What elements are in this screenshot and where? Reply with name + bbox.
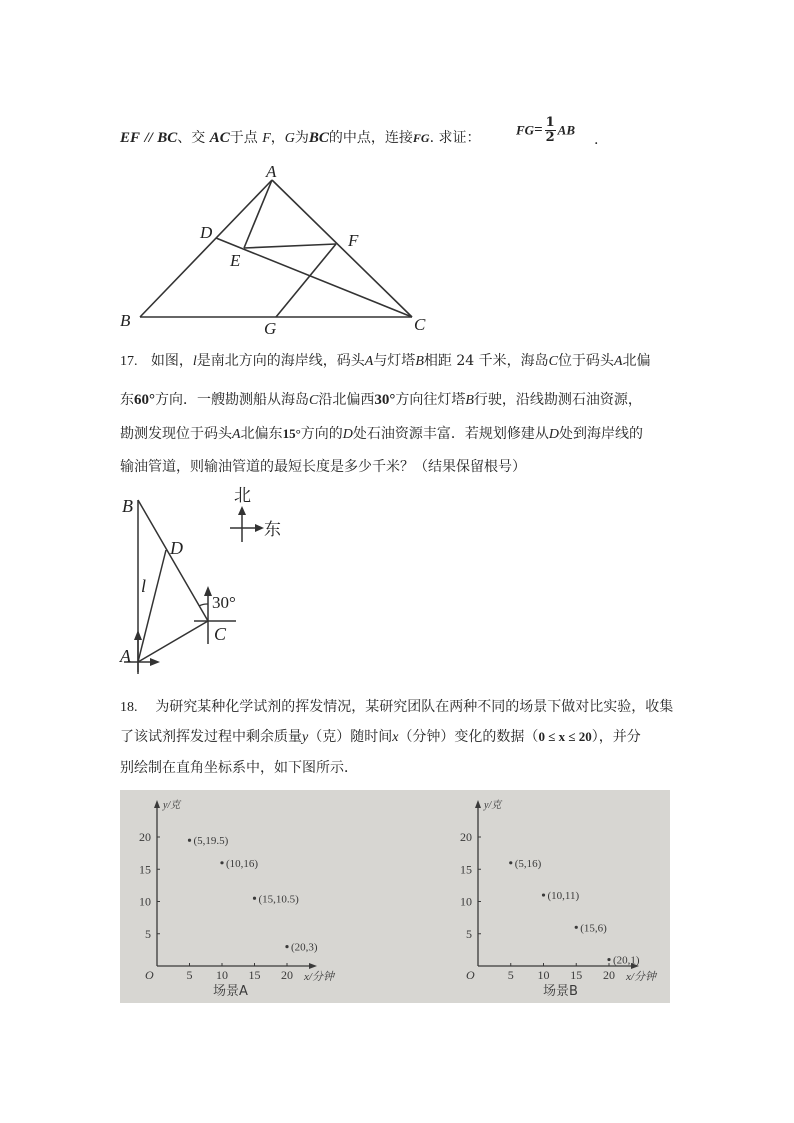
q17-line-4: 输油管道，则输油管道的最短长度是多少千米？（结果保留根号） xyxy=(120,459,526,475)
figure-16-triangle xyxy=(110,160,440,340)
text-midpoint: 的中点，连接 xyxy=(328,130,413,146)
x-axis-label: x/分钟 xyxy=(304,971,334,983)
x-tick-label: 10 xyxy=(537,968,550,982)
q17-text: 处石油资源丰富．若规划修建从 xyxy=(352,426,549,442)
q17-text: 与灯塔 xyxy=(373,353,416,369)
math-ac: AC xyxy=(209,130,230,146)
x-tick-label: 20 xyxy=(603,968,615,982)
x-tick-label: 20 xyxy=(281,968,293,982)
origin-label: O xyxy=(466,968,475,982)
data-point xyxy=(575,926,578,929)
math-ef: EF xyxy=(120,130,141,146)
label-c: C xyxy=(214,624,227,644)
q17-text: 相距 24 千米，海岛 xyxy=(423,353,549,369)
q17-text: 勘测发现位于码头 xyxy=(120,426,232,442)
q17-angle-30: 30° xyxy=(374,392,396,408)
compass-north-label: 北 xyxy=(234,486,251,506)
q17-var-a: A xyxy=(364,354,374,369)
q17-var-c: C xyxy=(548,354,558,369)
segment-ab xyxy=(140,180,272,317)
label-f: F xyxy=(348,231,359,250)
data-label: (5,19.5) xyxy=(193,835,229,848)
y-axis-label: y/克 xyxy=(484,800,502,811)
compass-east-label: 东 xyxy=(264,520,281,540)
arrow-east-a xyxy=(150,658,160,666)
text-is: 为 xyxy=(294,130,309,146)
angle-arc-30 xyxy=(199,604,208,606)
x-axis-arrow xyxy=(309,963,317,969)
q18-text: ），并分 xyxy=(591,729,641,745)
q18-text: 为研究某种化学试剂的挥发情况，某研究团队在两种不同的场景下做对比实验，收集 xyxy=(155,699,674,715)
label-e: E xyxy=(230,251,241,270)
q17-text: 位于码头 xyxy=(557,353,614,369)
label-angle-30: 30° xyxy=(212,593,236,612)
p16-formula xyxy=(516,116,575,145)
label-l: l xyxy=(141,576,147,596)
q18-number: 18. xyxy=(120,700,138,715)
y-axis-label: y/克 xyxy=(163,800,181,811)
p16-statement xyxy=(120,128,480,149)
segment-ae xyxy=(244,180,272,248)
data-point xyxy=(509,861,512,864)
text-comma: ， xyxy=(270,130,285,146)
math-fg: FG xyxy=(412,131,430,145)
x-tick-label: 10 xyxy=(216,968,228,982)
y-axis-arrow xyxy=(475,800,481,808)
q17-angle-15: 15° xyxy=(282,426,301,441)
data-label: (5,16) xyxy=(514,857,542,870)
q17-text: 方向的 xyxy=(300,426,343,442)
arrow-north-c xyxy=(204,586,212,596)
data-point xyxy=(253,897,256,900)
data-label: (10,16) xyxy=(226,857,259,870)
formula-equals: = xyxy=(534,122,543,138)
math-bc: BC xyxy=(157,130,178,146)
parallel-symbol: // xyxy=(144,130,153,146)
q17-line-1 xyxy=(120,351,651,372)
chart-title: 场景A xyxy=(213,984,248,999)
arrow-north-a xyxy=(134,630,142,640)
q17-var-b: B xyxy=(465,393,474,408)
y-tick-label: 10 xyxy=(139,894,151,909)
q18-text: 了该试剂挥发过程中剩余质量 xyxy=(120,729,302,745)
p16-period: . xyxy=(594,132,599,148)
label-b: B xyxy=(120,311,131,330)
q17-text: 处到海岸线的 xyxy=(559,426,644,442)
q18-var-x: x xyxy=(392,730,399,745)
segment-bc xyxy=(138,500,208,621)
q17-text: 东 xyxy=(120,392,134,408)
y-tick-label: 10 xyxy=(460,894,472,909)
x-axis-label: x/分钟 xyxy=(626,971,656,983)
formula-ab: AB xyxy=(557,122,576,138)
q17-text: 北偏东 xyxy=(240,426,283,442)
y-tick-label: 20 xyxy=(139,830,151,844)
q17-text: 方向往灯塔 xyxy=(395,392,466,408)
label-a: A xyxy=(120,646,131,666)
data-label: (20,1) xyxy=(613,954,640,967)
label-d: D xyxy=(200,223,213,242)
x-tick-label: 5 xyxy=(186,968,193,982)
q18-line-2 xyxy=(120,727,641,748)
y-tick-label: 15 xyxy=(139,862,151,877)
math-g: G xyxy=(284,131,295,146)
x-tick-label: 5 xyxy=(507,968,514,982)
data-label: (20,3) xyxy=(291,941,318,954)
math-bc2: BC xyxy=(308,130,329,146)
q17-line-3 xyxy=(120,424,643,445)
q17-text: 是南北方向的海岸线，码头 xyxy=(196,353,365,369)
scatter-photo xyxy=(120,790,670,1003)
label-d: D xyxy=(170,538,183,558)
q17-text: 北偏 xyxy=(622,353,651,369)
q17-var-c: C xyxy=(309,393,319,408)
q17-var-b: B xyxy=(415,354,424,369)
q17-line-2 xyxy=(120,390,642,411)
segment-ad xyxy=(138,550,166,662)
q18-line-1 xyxy=(120,697,673,718)
label-g: G xyxy=(264,319,277,338)
q17-var-d: D xyxy=(548,427,560,442)
data-label: (15,10.5) xyxy=(258,893,299,906)
y-tick-label: 5 xyxy=(466,926,472,941)
label-a: A xyxy=(266,162,277,181)
text-prove: . 求证： xyxy=(429,130,481,146)
scatter-charts xyxy=(120,790,670,1003)
origin-label: O xyxy=(145,968,154,982)
y-tick-label: 15 xyxy=(460,862,472,877)
segment-fg xyxy=(276,244,336,317)
q17-var-a: A xyxy=(232,427,241,442)
q17-number: 17. xyxy=(120,354,138,369)
data-point xyxy=(188,839,191,842)
formula-fg: FG xyxy=(516,122,535,138)
text-at-point: 于点 xyxy=(229,130,258,146)
y-axis-arrow xyxy=(154,800,160,808)
q17-var-a: A xyxy=(613,354,623,369)
compass-east-arrow xyxy=(255,524,264,532)
q17-var-l: l xyxy=(192,354,197,369)
data-point xyxy=(607,958,610,961)
data-label: (15,6) xyxy=(580,922,607,935)
data-label: (10,11) xyxy=(547,890,580,903)
q18-text: （克）随时间 xyxy=(308,729,393,745)
math-f: F xyxy=(262,131,271,146)
x-tick-label: 15 xyxy=(248,968,261,982)
q17-text: 沿北偏西 xyxy=(318,392,375,408)
label-b: B xyxy=(122,496,133,516)
text-intersect: 、交 xyxy=(177,130,206,146)
segment-ef xyxy=(244,244,336,248)
label-c: C xyxy=(414,315,426,334)
q17-text: 行驶，沿线勘测石油资源， xyxy=(473,392,642,408)
data-point xyxy=(220,861,223,864)
y-tick-label: 20 xyxy=(460,830,472,844)
data-point xyxy=(542,893,545,896)
segment-ac xyxy=(138,621,208,662)
q18-text: （分钟）变化的数据（ xyxy=(398,729,539,745)
q17-angle-60: 60° xyxy=(134,392,155,408)
fraction-numerator: 1 xyxy=(545,115,555,130)
y-tick-label: 5 xyxy=(145,926,151,941)
q18-var-y: y xyxy=(302,730,309,745)
data-point xyxy=(285,945,288,948)
fraction-denominator: 2 xyxy=(545,130,555,145)
segment-dc xyxy=(216,238,412,317)
q17-var-d: D xyxy=(342,427,353,442)
compass-rose xyxy=(226,484,296,546)
compass-north-arrow xyxy=(238,506,246,515)
q18-line-3: 别绘制在直角坐标系中，如下图所示． xyxy=(120,760,358,776)
fraction-half xyxy=(545,116,556,145)
q18-range: 0 ≤ x ≤ 20 xyxy=(538,729,592,744)
q17-text: 如图， xyxy=(150,353,193,369)
chart-title: 场景B xyxy=(543,984,578,999)
x-tick-label: 15 xyxy=(570,968,583,982)
q17-text: 方向．一艘勘测船从海岛 xyxy=(155,392,309,408)
